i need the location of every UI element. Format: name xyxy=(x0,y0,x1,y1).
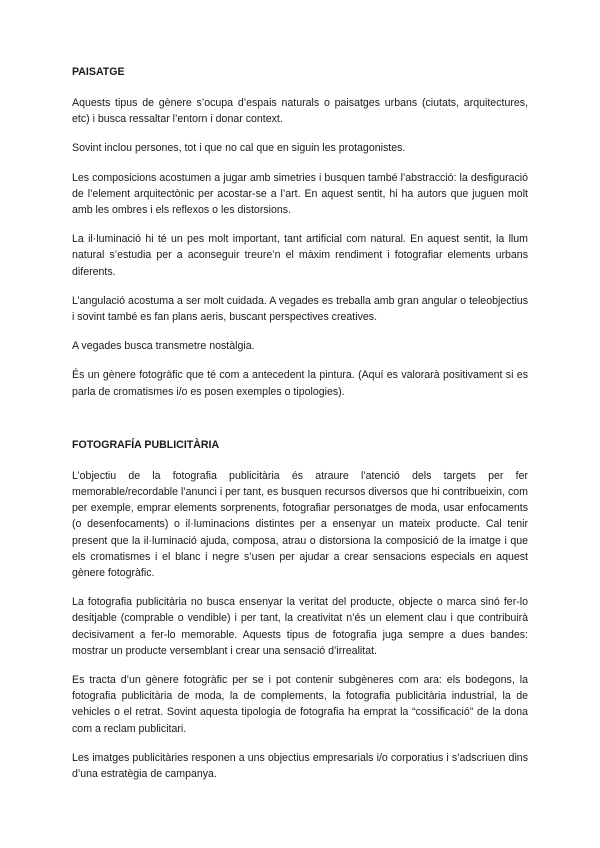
paragraph: Les composicions acostumen a jugar amb simetries i busquen també l’abstracció: la desfiguració de l’element arquitectònic per acostar-se a l’art. En aquest sentit, hi ha autors que juguen molt amb les ombres i els reflexos o les distorsions. xyxy=(72,171,528,217)
paragraph: Es tracta d’un gènere fotogràfic per se i pot contenir subgèneres com ara: els bodegons, la fotografia publicitària de moda, la de complements, la fotografia publicitària industrial, la de vehicles o el retrat. Sovint aquesta tipologia de fotografia ha emprat la “cossificació” de la dona com a reclam publicitari. xyxy=(72,674,528,735)
paragraph: L’angulació acostuma a ser molt cuidada. A vegades es treballa amb gran angular o teleobjectius i sovint també es fan plans aeris, buscant perspectives creatives. xyxy=(72,294,528,324)
paragraph: Aquests tipus de gènere s’ocupa d’espais naturals o paisatges urbans (ciutats, arquitectures, etc) i busca ressaltar l’entorn i donar context. xyxy=(72,97,528,126)
paragraph: Les imatges publicitàries responen a uns objectius empresarials i/o corporatius i s’adscriuen dins d’una estratègia de campanya. xyxy=(72,751,528,781)
document-content xyxy=(72,64,528,795)
paragraph: Sovint inclou persones, tot i que no cal que en siguin les protagonistes. xyxy=(72,142,406,155)
paragraph: És un gènere fotogràfic que té com a antecedent la pintura. (Aquí es valorarà positivament si es parla de cromatismes i/o es posen exemples o tipologies). xyxy=(72,369,528,398)
paragraph: L’objectiu de la fotografia publicitària és atraure l’atenció dels targets per fer memorable/recordable l’anunci i per tant, es busquen recursos diversos que hi contribueixin, com per exemple, emprar elements sorprenents, fotografiar personatges de moda, usar enfocaments (o desenfocaments) o il·luminacions distintes per a ensenyar un mateix producte. Cal tenir present que la il·luminació ajuda, composa, atrau o distorsiona la composició de la imatge i que els cromatismes i el blanc i negre s’usen per ajudar a crear sensacions especials en aquest gènere fotogràfic. xyxy=(72,469,528,580)
paragraph: La fotografia publicitària no busca ensenyar la veritat del producte, objecte o marca sinó fer-lo desitjable (comprable o vendible) i per tant, la creativitat n’és un element clau i que contribuirà decisivament a fer-lo memorable. Aquests tipus de fotografia juga sempre a dues bandes: mostrar un producte versemblant i crear una sensació d’irrealitat. xyxy=(72,596,528,657)
section-title-paisatge: PAISATGE xyxy=(72,66,125,78)
section-title-fotografia-publicitaria: FOTOGRAFÍA PUBLICITÀRIA xyxy=(72,438,220,451)
paragraph: A vegades busca transmetre nostàlgia. xyxy=(72,340,255,353)
paragraph: La il·luminació hi té un pes molt important, tant artificial com natural. En aquest sentit, la llum natural s’estudia per a aconseguir treure’n el màxim rendiment i fotografiar elements urbans diferents. xyxy=(72,233,528,278)
